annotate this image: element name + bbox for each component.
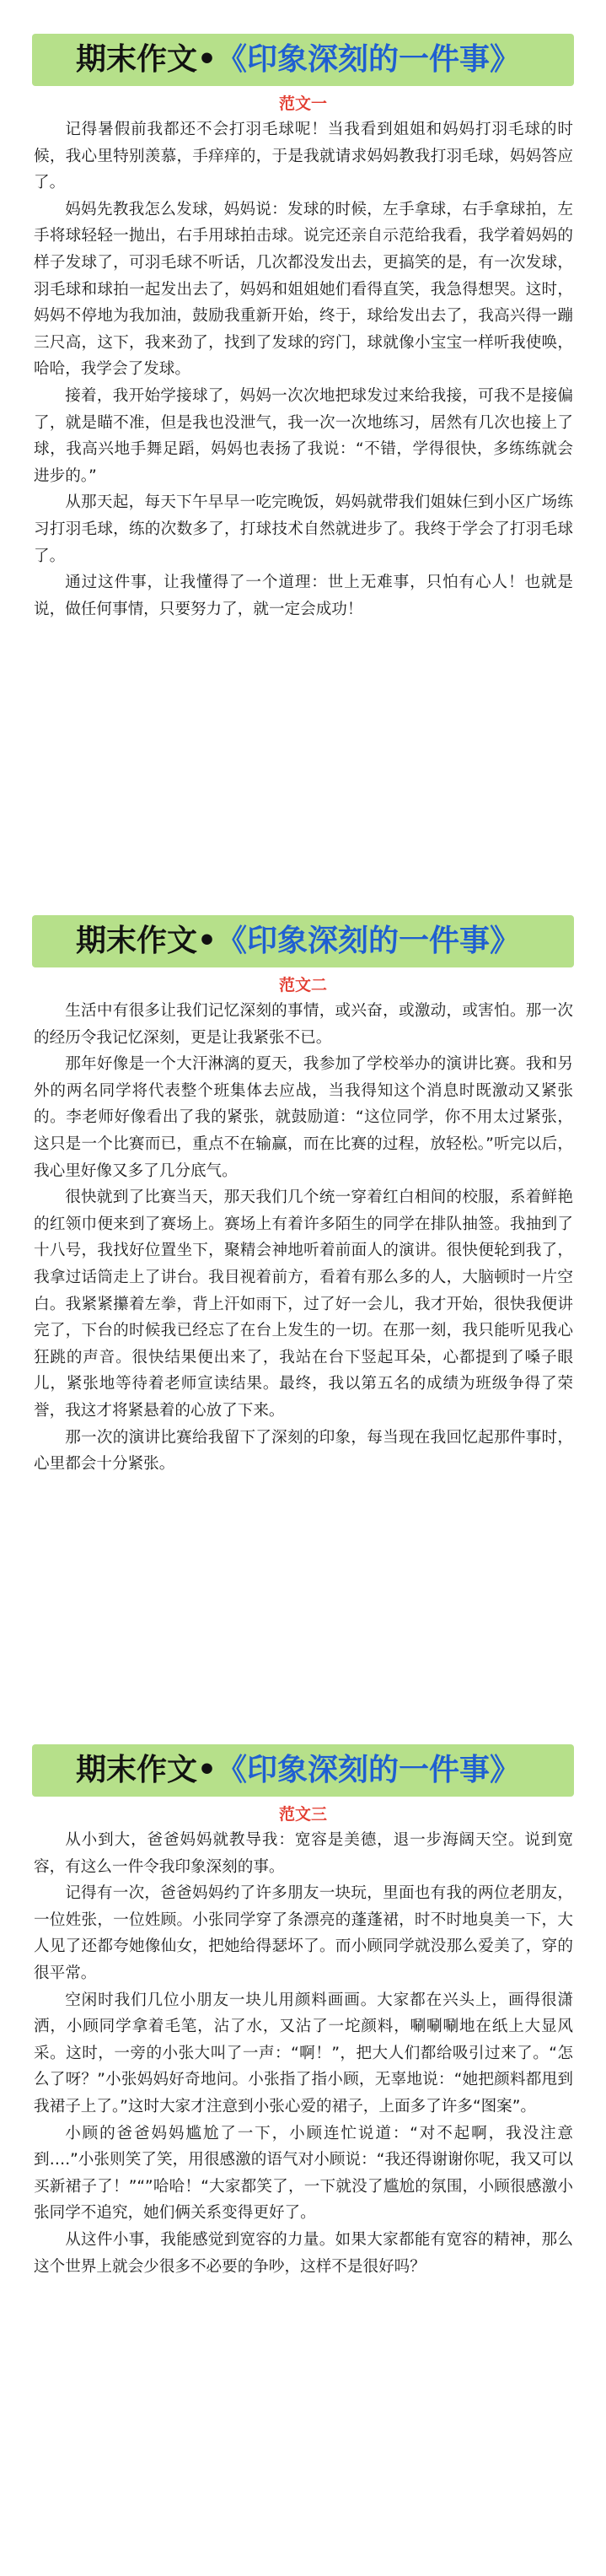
title-quote: 《印象深刻的一件事》 <box>217 1753 521 1787</box>
title-prefix: 期末作文• <box>76 1753 217 1787</box>
essay-title <box>76 1744 520 1797</box>
paragraph: 从那天起，每天下午早早一吃完晚饭，妈妈就带我们姐妹仨到小区广场练习打羽毛球，练的次数多了，打球技术自然就进步了。我终于学会了打羽毛球了。 <box>34 493 573 565</box>
paragraph: 很快就到了比赛当天，那天我们几个统一穿着红白相间的校服，系着鲜艳的红领巾便来到了赛场上。赛场上有着许多陌生的同学在排队抽签。我抽到了十八号，我找好位置坐下，聚精会神地听着前面人的演讲。很快便轮到我了，我拿过话筒走上了讲台。我目视着前方，看着有那么多的人，大脑顿时一片空白。我紧紧攥着左拳，背上汗如雨下，过了好一会儿，我才开始，很快我便讲完了，下台的时候我已经忘了在台上发生的一切。在那一刻，我只能听见我心狂跳的声音。很快结果便出来了，我站在台下竖起耳朵，心都提到了嗓子眼儿，紧张地等待着老师宣读结果。最终，我以第五名的成绩为班级争得了荣誉，我这才将紧悬着的心放了下来。 <box>34 1188 573 1420</box>
title-banner <box>32 1744 574 1797</box>
title-quote: 《印象深刻的一件事》 <box>217 924 521 958</box>
paragraph: 那一次的演讲比赛给我留下了深刻的印象，每当现在我回忆起那件事时，心里都会十分紧张。 <box>34 1428 573 1474</box>
title-banner <box>32 34 574 86</box>
essay-body <box>34 1827 573 2280</box>
paragraph: 记得有一次，爸爸妈妈约了许多朋友一块玩，里面也有我的两位老朋友，一位姓张，一位姓顾。小张同学穿了条漂亮的蓬蓬裙，时不时地臭美一下，大人见了还都夸她像仙女，把她给得瑟坏了。而小顾同学就没那么爱美了，穿的很平常。 <box>34 1884 573 1982</box>
essay-subtitle: 范文三 <box>278 1805 327 1824</box>
paragraph: 通过这件事，让我懂得了一个道理：世上无难事，只怕有心人！也就是说，做任何事情，只要努力了，就一定会成功！ <box>34 574 573 618</box>
essay-title <box>76 34 520 86</box>
essay-title <box>76 915 520 967</box>
paragraph: 接着，我开始学接球了，妈妈一次次地把球发过来给我接，可我不是接偏了，就是瞄不准，但是我也没泄气，我一次一次地练习，居然有几次也接上了球，我高兴地手舞足蹈，妈妈也表扬了我说：“不错，学得很快，多练练就会进步的。” <box>34 386 573 485</box>
paragraph: 从这件小事，我能感觉到宽容的力量。如果大家都能有宽容的精神，那么这个世界上就会少很多不必要的争吵，这样不是很好吗？ <box>34 2230 573 2276</box>
essay-body <box>34 116 573 622</box>
essay-subtitle: 范文二 <box>278 976 327 994</box>
paragraph: 妈妈先教我怎么发球，妈妈说：发球的时候，左手拿球，右手拿球拍，左手将球轻轻一抛出，右手用球拍击球。说完还亲自示范给我看，我学着妈妈的样子发球了，可羽毛球不听话，几次都没发出去，更搞笑的是，有一次发球，羽毛球和球拍一起发出去了，妈妈和姐姐她们看得直笑，我急得想哭。这时，妈妈不停地为我加油，鼓励我重新开始，终于，球给发出去了，我高兴得一蹦三尺高，这下，我来劲了，找到了发球的窍门，球就像小宝宝一样听我使唤，哈哈，我学会了发球。 <box>34 200 573 379</box>
essay-body <box>34 998 573 1478</box>
paragraph: 记得暑假前我都还不会打羽毛球呢！当我看到姐姐和妈妈打羽毛球的时候，我心里特别羡慕，手痒痒的，于是我就请求妈妈教我打羽毛球，妈妈答应了。 <box>34 121 573 192</box>
title-banner <box>32 915 574 967</box>
title-quote: 《印象深刻的一件事》 <box>217 42 521 77</box>
paragraph: 生活中有很多让我们记忆深刻的事情，或兴奋，或激动，或害怕。那一次的经历令我记忆深刻，更是让我紧张不已。 <box>34 1002 573 1047</box>
paragraph: 空闲时我们几位小朋友一块儿用颜料画画。大家都在兴头上，画得很潇洒，小顾同学拿着毛笔，沾了水，又沾了一坨颜料，唰唰唰地在纸上大显风采。这时，一旁的小张大叫了一声：“啊！”，把大人们都给吸引过来了。“怎么了呀？”小张妈妈好奇地问。小张指了指小顾，无辜地说：“她把颜料都甩到我裙子上了。”这时大家才注意到小张心爱的裙子，上面多了许多“图案”。 <box>34 1991 573 2115</box>
essay-subtitle: 范文一 <box>278 94 327 113</box>
title-prefix: 期末作文• <box>76 42 217 77</box>
paragraph: 从小到大，爸爸妈妈就教导我：宽容是美德，退一步海阔天空。说到宽容，有这么一件令我印象深刻的事。 <box>34 1831 573 1876</box>
paragraph: 小顾的爸爸妈妈尴尬了一下，小顾连忙说道：“对不起啊，我没注意到….”小张则笑了笑，用很感激的语气对小顾说：“我还得谢谢你呢，我又可以买新裙子了！”“”哈哈！“大家都笑了，一下就没了尴尬的氛围，小顾很感激小张同学不追究，她们俩关系变得更好了。 <box>34 2124 573 2223</box>
title-prefix: 期末作文• <box>76 924 217 958</box>
paragraph: 那年好像是一个大汗淋漓的夏天，我参加了学校举办的演讲比赛。我和另外的两名同学将代表整个班集体去应战，当我得知这个消息时既激动又紧张的。李老师好像看出了我的紧张，就鼓励道：“这位同学，你不用太过紧张，这只是一个比赛而已，重点不在输赢，而在比赛的过程，放轻松。”听完以后，我心里好像又多了几分底气。 <box>34 1055 573 1180</box>
